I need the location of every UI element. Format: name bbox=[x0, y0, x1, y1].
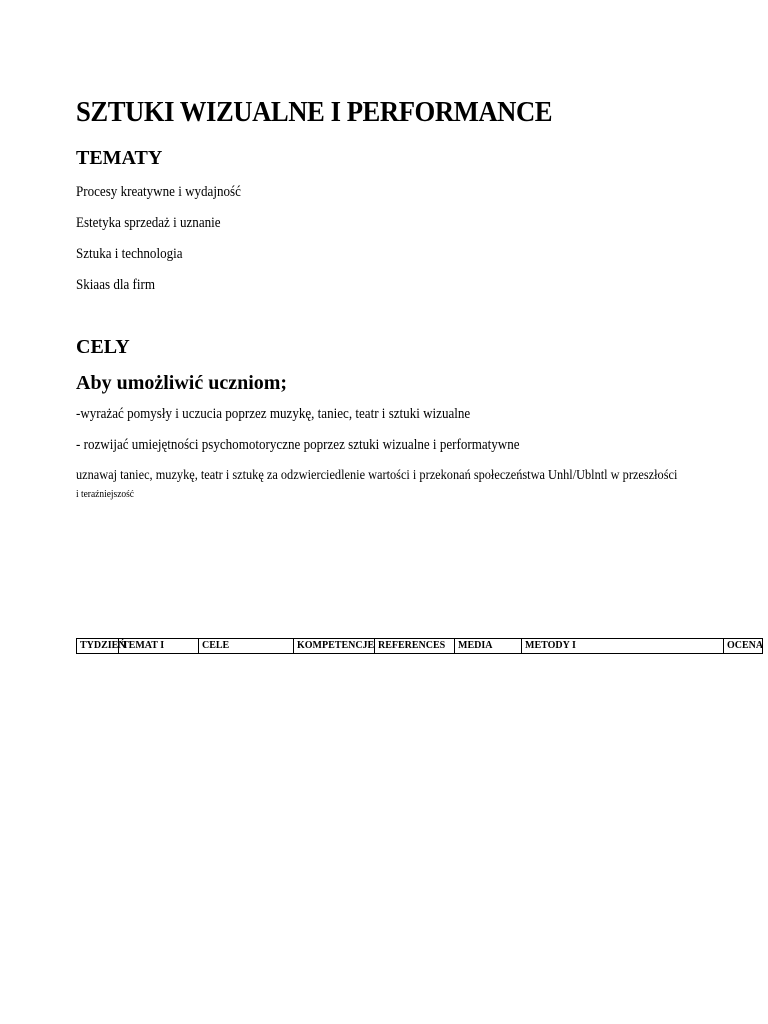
schedule-table bbox=[76, 638, 763, 654]
goal-item: uznawaj taniec, muzykę, teatr i sztukę za odzwierciedlenie wartości i przekonań społeczeństwa Unhl/Ublntl w przeszłości bbox=[76, 468, 678, 483]
topic-item: Procesy kreatywne i wydajność bbox=[76, 184, 241, 200]
table-header-cell: MEDIA bbox=[455, 639, 522, 654]
table-header-cell: KOMPETENCJE bbox=[294, 639, 375, 654]
goals-heading: CELY bbox=[76, 336, 130, 358]
goal-item: - rozwijać umiejętności psychomotoryczne poprzez sztuki wizualne i performatywne bbox=[76, 437, 520, 453]
goal-item: -wyrażać pomysły i uczucia poprzez muzykę, taniec, teatr i sztuki wizualne bbox=[76, 406, 471, 422]
topic-item: Estetyka sprzedaż i uznanie bbox=[76, 215, 221, 231]
goals-intro: Aby umożliwić uczniom; bbox=[76, 372, 288, 394]
topics-list bbox=[76, 182, 259, 306]
table-header-cell: OCENA bbox=[724, 639, 763, 654]
table-header-cell: CELE bbox=[199, 639, 294, 654]
topic-item: Sztuka i technologia bbox=[76, 246, 183, 262]
table-header-row bbox=[77, 639, 763, 654]
topic-item: Skiaas dla firm bbox=[76, 277, 156, 293]
table-header-cell: REFERENCES bbox=[375, 639, 455, 654]
goal-item-continuation: i teraźniejszość bbox=[76, 489, 134, 500]
topics-heading: TEMATY bbox=[76, 147, 163, 169]
document-title: SZTUKI WIZUALNE I PERFORMANCE bbox=[76, 96, 553, 128]
table-header-cell: TEMAT I bbox=[119, 639, 199, 654]
table-header-cell: METODY I bbox=[522, 639, 724, 654]
table-header-cell: TYDZIEŃ bbox=[77, 639, 119, 654]
